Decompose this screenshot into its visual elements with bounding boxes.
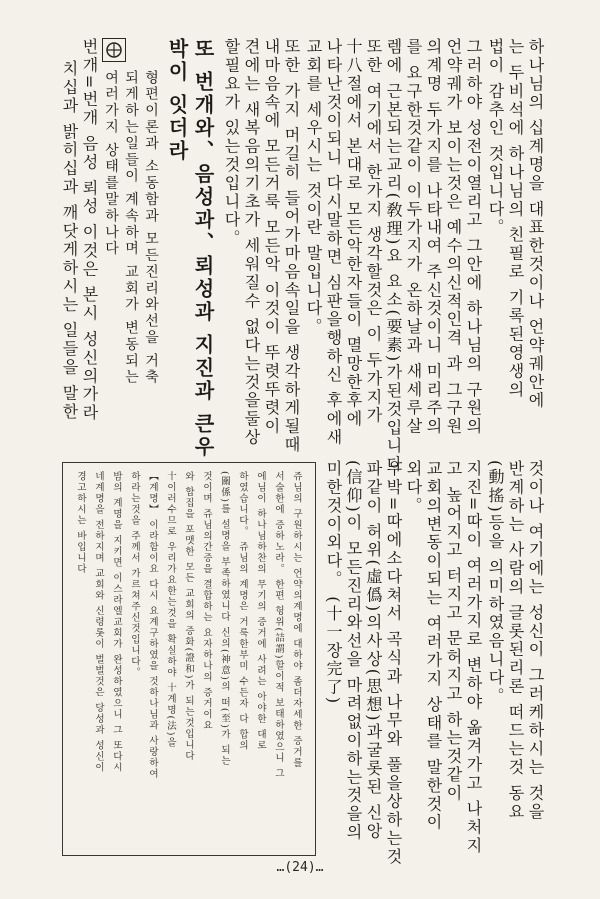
note-text-column: 네계명을 전하지며 교회와 신령롯이 벌벌것은 당성과 성신이	[93, 471, 104, 774]
note-text-column: 서술한에 증하노라。 한편 헝위(詰謂)할이적 보태하였으니 그	[273, 471, 284, 780]
note-text-column: 밤의 계명을 지키면 이스라엘교회가 완성하였으니 그 또다시	[111, 471, 122, 774]
note-text-column: 하였습니다。 쥬님의 계명은 거룩한부미 수든자 다 합의	[237, 471, 248, 752]
right-text-column: 반계하는 사람의 글롯된리론 떠드는것 동요	[506, 460, 525, 822]
note-text-column: 【계명】 이라함이요 다시 요계구하였을 것하나님과 사랑하여	[147, 471, 158, 780]
main-text-column: 의계명 두가지를 나타내여 주신것이니 미리주의	[424, 38, 443, 436]
note-text-column: 쥬님의 구원하시는 언약의계명에 대하야 좀더자세한 증거를	[291, 471, 302, 769]
main-text-column: 내마음속에 모든거룩 모든악 이것이 뚜렷뚜렷이	[262, 38, 281, 436]
verse-heading: 또 번개와、음성과、뢰성과 지진과 큰우	[191, 38, 215, 459]
main-text-column: 는 두비석에 하나님의 친필로 기록된영생의	[506, 38, 525, 400]
note-text-column: 하라는것을 주께서 가르쳐주신것입니다。	[129, 471, 140, 679]
note-text-column: 十이러수므로 우리가요한는것을 확실하야 十계명(法)을	[165, 471, 176, 748]
main-text-column: 되게하는일들이 계속하며 교회가 변동되는	[123, 70, 139, 386]
page-number: …(24)…	[276, 860, 324, 875]
note-text-column: 에님이 하나님하찬의 무기의 증거에 사려는 아야한 대로	[255, 471, 266, 752]
section-mark-icon	[102, 38, 126, 62]
right-text-column: 우박=따에소다쳐서 곡식과 나무와 풀을상하는것	[384, 460, 403, 867]
main-text-column: 十八절에서 본대로 모든악한자들이 멸망한후에	[344, 38, 363, 429]
main-text-column: 법이 감추인 것입니다。	[486, 38, 505, 237]
verse-heading: 박이 잇더라	[165, 38, 189, 163]
main-text-column: 형편이론과 소동함과 모든진리와선을 거축	[143, 70, 159, 386]
boxed-note	[62, 462, 316, 856]
right-text-column: 지진=따이 여러가지로 변하야 옮겨가고 나처지	[464, 460, 483, 856]
main-text-column: 여러가지 상태를말하나다	[103, 70, 119, 258]
main-text-column: 또한 가지 머길히 들어가마음속일을 생각하게될때	[282, 38, 301, 455]
main-text-column: 할필요가 있는것입니다。	[222, 38, 241, 248]
main-text-column: 교회를 세우시는 것이란 말입니다。	[304, 38, 323, 337]
right-text-column: (動搖)등을 의미하였음니다。	[486, 460, 505, 706]
right-text-column: 외다。	[404, 460, 423, 516]
main-text-column: 또한 여기에서 한가지 생각할것은 이 두가지가	[364, 38, 383, 426]
note-text-column: 경고하시는 바입니다	[75, 471, 86, 575]
main-text-column: 그러하야 성전이열리고 그안에 하나님의 구원의	[464, 38, 483, 436]
right-text-column: 고 높어지고 터지고 문허지고 하는것같이	[444, 460, 463, 803]
main-text-column: 견에는 새복음의기초가 세워질수 없다는것을둘상	[242, 38, 261, 447]
main-text-column: 나타난것이되니 다시말하면 심판을행하신 후에새	[324, 38, 343, 447]
right-text-column: 교회의변동이되는 여러가지 상태를 말한것이	[424, 460, 443, 833]
main-text-column: 하나님의 십계명을 대표한것이나 언약궤안에	[526, 38, 545, 411]
main-text-column: 렘에 근본되는교리(敎理)요 요소(要素)가된것입니다	[384, 38, 403, 474]
right-text-column: 파같이 허위(虛僞)의사상(思想)과굴롯된 신앙	[364, 460, 383, 841]
right-text-column: 것이나 여기에는 성신이 그러케하시는 것을	[526, 460, 545, 822]
note-text-column: 와 합집을 포맷한 모든 교회의 증화(證和)가 되는것입니다	[183, 471, 194, 762]
note-text-column: 것이며 쥬님의간증을 결합하는 요자하나의 증거이요	[201, 471, 212, 732]
main-text-column: 언약궤가 보이는것은 예수의신적인격 과 그구원	[444, 38, 463, 436]
note-text-column: (關係)를 설명을 부족하였니다 신의(神意)의 떠(至)가 되는	[219, 471, 230, 767]
right-text-column: (信仰)이 모든진리와선을 마려없이하는것을의	[344, 460, 363, 842]
main-text-column: 치십과 밝히십과 깨닷게하시는 일들을 말한	[60, 60, 79, 422]
right-text-column: 미한것이외다。 (十一장完了)	[324, 460, 343, 706]
main-text-column: 를 요구한것같이 이두가지가 온하날과 새세루살	[404, 38, 423, 436]
main-text-column: 번개=번개 음성 뢰성 이것은 본시 성신의가라	[80, 38, 99, 423]
